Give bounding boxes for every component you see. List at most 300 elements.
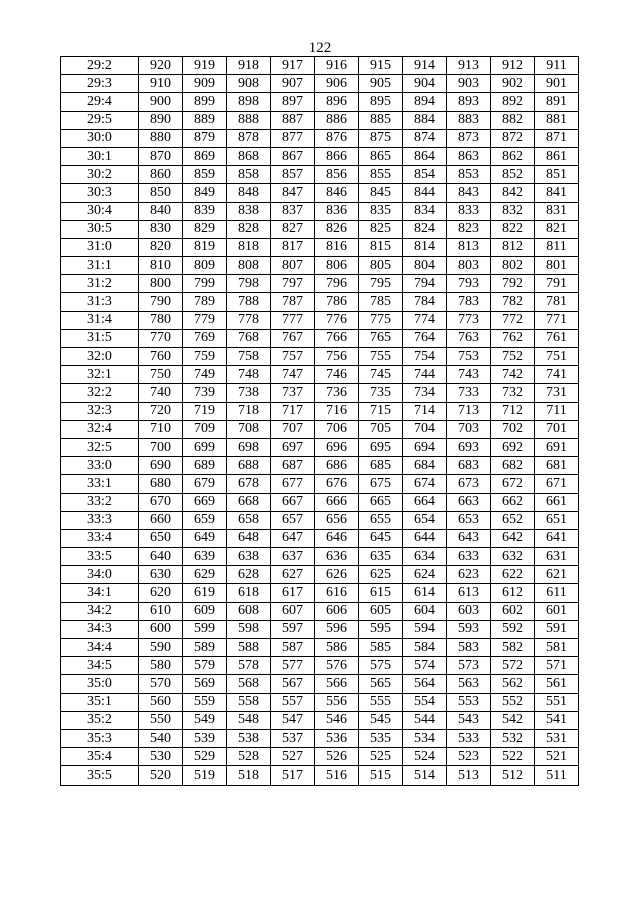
score-cell: 643	[447, 529, 491, 547]
score-cell: 641	[535, 529, 579, 547]
score-cell: 589	[183, 639, 227, 657]
score-cell: 583	[447, 639, 491, 657]
score-cell: 891	[535, 93, 579, 111]
score-cell: 903	[447, 75, 491, 93]
score-cell: 904	[403, 75, 447, 93]
time-cell: 32:4	[61, 420, 139, 438]
score-cell: 877	[271, 129, 315, 147]
score-cell: 668	[227, 493, 271, 511]
time-cell: 32:0	[61, 348, 139, 366]
score-cell: 825	[359, 220, 403, 238]
score-cell: 900	[139, 93, 183, 111]
score-cell: 559	[183, 693, 227, 711]
score-cell: 656	[315, 511, 359, 529]
score-cell: 823	[447, 220, 491, 238]
score-cell: 804	[403, 257, 447, 275]
score-cell: 631	[535, 548, 579, 566]
score-cell: 814	[403, 238, 447, 256]
time-cell: 30:1	[61, 147, 139, 165]
score-cell: 619	[183, 584, 227, 602]
score-cell: 548	[227, 711, 271, 729]
score-cell: 734	[403, 384, 447, 402]
score-cell: 665	[359, 493, 403, 511]
table-row	[61, 57, 579, 75]
table-row	[61, 75, 579, 93]
score-cell: 700	[139, 438, 183, 456]
score-cell: 608	[227, 602, 271, 620]
score-cell: 732	[491, 384, 535, 402]
score-cell: 774	[403, 311, 447, 329]
score-cell: 519	[183, 766, 227, 786]
score-cell: 584	[403, 639, 447, 657]
time-cell: 34:3	[61, 620, 139, 638]
score-cell: 868	[227, 147, 271, 165]
table-row	[61, 329, 579, 347]
score-cell: 809	[183, 257, 227, 275]
score-cell: 612	[491, 584, 535, 602]
score-cell: 629	[183, 566, 227, 584]
score-cell: 864	[403, 147, 447, 165]
score-cell: 842	[491, 184, 535, 202]
score-cell: 669	[183, 493, 227, 511]
score-cell: 812	[491, 238, 535, 256]
score-cell: 575	[359, 657, 403, 675]
score-cell: 543	[447, 711, 491, 729]
score-cell: 801	[535, 257, 579, 275]
score-cell: 537	[271, 729, 315, 747]
score-cell: 797	[271, 275, 315, 293]
score-cell: 800	[139, 275, 183, 293]
score-cell: 657	[271, 511, 315, 529]
score-cell: 675	[359, 475, 403, 493]
score-cell: 776	[315, 311, 359, 329]
score-cell: 742	[491, 366, 535, 384]
score-cell: 517	[271, 766, 315, 786]
score-cell: 623	[447, 566, 491, 584]
score-cell: 663	[447, 493, 491, 511]
score-cell: 878	[227, 129, 271, 147]
score-cell: 577	[271, 657, 315, 675]
score-cell: 616	[315, 584, 359, 602]
score-cell: 535	[359, 729, 403, 747]
score-cell: 913	[447, 57, 491, 75]
score-cell: 874	[403, 129, 447, 147]
score-cell: 783	[447, 293, 491, 311]
score-cell: 744	[403, 366, 447, 384]
score-cell: 707	[271, 420, 315, 438]
score-cell: 555	[359, 693, 403, 711]
score-cell: 835	[359, 202, 403, 220]
score-cell: 624	[403, 566, 447, 584]
score-cell: 540	[139, 729, 183, 747]
score-cell: 920	[139, 57, 183, 75]
score-cell: 563	[447, 675, 491, 693]
score-cell: 520	[139, 766, 183, 786]
score-cell: 785	[359, 293, 403, 311]
score-cell: 794	[403, 275, 447, 293]
score-cell: 817	[271, 238, 315, 256]
score-cell: 595	[359, 620, 403, 638]
score-cell: 648	[227, 529, 271, 547]
score-cell: 620	[139, 584, 183, 602]
score-cell: 573	[447, 657, 491, 675]
score-cell: 769	[183, 329, 227, 347]
score-cell: 546	[315, 711, 359, 729]
score-cell: 684	[403, 457, 447, 475]
score-cell: 625	[359, 566, 403, 584]
table-row	[61, 693, 579, 711]
score-cell: 691	[535, 438, 579, 456]
score-cell: 743	[447, 366, 491, 384]
score-cell: 528	[227, 748, 271, 766]
score-cell: 907	[271, 75, 315, 93]
score-cell: 863	[447, 147, 491, 165]
score-cell: 598	[227, 620, 271, 638]
score-cell: 757	[271, 348, 315, 366]
table-row	[61, 293, 579, 311]
score-cell: 591	[535, 620, 579, 638]
score-cell: 917	[271, 57, 315, 75]
table-row	[61, 475, 579, 493]
score-cell: 530	[139, 748, 183, 766]
score-cell: 582	[491, 639, 535, 657]
score-cell: 736	[315, 384, 359, 402]
score-cell: 539	[183, 729, 227, 747]
score-cell: 603	[447, 602, 491, 620]
score-cell: 886	[315, 111, 359, 129]
table-row	[61, 220, 579, 238]
score-cell: 628	[227, 566, 271, 584]
time-cell: 35:3	[61, 729, 139, 747]
table-row	[61, 402, 579, 420]
score-cell: 622	[491, 566, 535, 584]
score-cell: 698	[227, 438, 271, 456]
time-cell: 32:3	[61, 402, 139, 420]
score-cell: 857	[271, 166, 315, 184]
score-cell: 777	[271, 311, 315, 329]
score-cell: 872	[491, 129, 535, 147]
table-row	[61, 748, 579, 766]
score-cell: 562	[491, 675, 535, 693]
score-cell: 846	[315, 184, 359, 202]
score-cell: 667	[271, 493, 315, 511]
score-cell: 670	[139, 493, 183, 511]
score-cell: 715	[359, 402, 403, 420]
score-cell: 523	[447, 748, 491, 766]
score-cell: 526	[315, 748, 359, 766]
score-cell: 658	[227, 511, 271, 529]
time-cell: 29:3	[61, 75, 139, 93]
score-cell: 566	[315, 675, 359, 693]
score-cell: 765	[359, 329, 403, 347]
score-cell: 644	[403, 529, 447, 547]
time-cell: 29:5	[61, 111, 139, 129]
table-row	[61, 493, 579, 511]
score-cell: 772	[491, 311, 535, 329]
score-cell: 512	[491, 766, 535, 786]
score-cell: 634	[403, 548, 447, 566]
score-cell: 609	[183, 602, 227, 620]
score-cell: 792	[491, 275, 535, 293]
score-cell: 718	[227, 402, 271, 420]
score-cell: 839	[183, 202, 227, 220]
time-cell: 34:2	[61, 602, 139, 620]
score-cell: 735	[359, 384, 403, 402]
score-cell: 709	[183, 420, 227, 438]
score-cell: 692	[491, 438, 535, 456]
score-cell: 791	[535, 275, 579, 293]
score-cell: 652	[491, 511, 535, 529]
score-cell: 650	[139, 529, 183, 547]
score-cell: 550	[139, 711, 183, 729]
score-cell: 737	[271, 384, 315, 402]
score-cell: 661	[535, 493, 579, 511]
score-cell: 711	[535, 402, 579, 420]
score-cell: 645	[359, 529, 403, 547]
score-cell: 538	[227, 729, 271, 747]
score-cell: 642	[491, 529, 535, 547]
score-cell: 681	[535, 457, 579, 475]
time-cell: 35:5	[61, 766, 139, 786]
score-cell: 610	[139, 602, 183, 620]
score-cell: 553	[447, 693, 491, 711]
score-cell: 708	[227, 420, 271, 438]
table-row	[61, 529, 579, 547]
table-row	[61, 202, 579, 220]
score-cell: 831	[535, 202, 579, 220]
score-cell: 613	[447, 584, 491, 602]
score-cell: 680	[139, 475, 183, 493]
score-cell: 861	[535, 147, 579, 165]
score-cell: 895	[359, 93, 403, 111]
table-body	[61, 57, 579, 786]
score-cell: 636	[315, 548, 359, 566]
score-cell: 679	[183, 475, 227, 493]
score-cell: 683	[447, 457, 491, 475]
score-cell: 531	[535, 729, 579, 747]
score-cell: 898	[227, 93, 271, 111]
score-cell: 571	[535, 657, 579, 675]
time-cell: 33:3	[61, 511, 139, 529]
score-cell: 832	[491, 202, 535, 220]
table-row	[61, 675, 579, 693]
score-cell: 527	[271, 748, 315, 766]
score-cell: 647	[271, 529, 315, 547]
score-cell: 847	[271, 184, 315, 202]
score-cell: 888	[227, 111, 271, 129]
score-cell: 525	[359, 748, 403, 766]
score-cell: 677	[271, 475, 315, 493]
score-cell: 733	[447, 384, 491, 402]
score-cell: 549	[183, 711, 227, 729]
score-cell: 720	[139, 402, 183, 420]
score-cell: 855	[359, 166, 403, 184]
time-cell: 35:2	[61, 711, 139, 729]
score-cell: 596	[315, 620, 359, 638]
score-cell: 912	[491, 57, 535, 75]
score-cell: 536	[315, 729, 359, 747]
score-cell: 852	[491, 166, 535, 184]
score-cell: 529	[183, 748, 227, 766]
score-cell: 916	[315, 57, 359, 75]
score-cell: 580	[139, 657, 183, 675]
score-cell: 876	[315, 129, 359, 147]
score-cell: 853	[447, 166, 491, 184]
score-cell: 688	[227, 457, 271, 475]
score-cell: 756	[315, 348, 359, 366]
score-cell: 829	[183, 220, 227, 238]
score-cell: 879	[183, 129, 227, 147]
score-cell: 738	[227, 384, 271, 402]
score-cell: 651	[535, 511, 579, 529]
score-cell: 689	[183, 457, 227, 475]
score-cell: 659	[183, 511, 227, 529]
score-cell: 626	[315, 566, 359, 584]
score-cell: 883	[447, 111, 491, 129]
score-cell: 841	[535, 184, 579, 202]
table-row	[61, 111, 579, 129]
table-row	[61, 620, 579, 638]
score-cell: 753	[447, 348, 491, 366]
score-cell: 880	[139, 129, 183, 147]
score-cell: 762	[491, 329, 535, 347]
table-row	[61, 238, 579, 256]
score-cell: 760	[139, 348, 183, 366]
score-cell: 685	[359, 457, 403, 475]
score-cell: 561	[535, 675, 579, 693]
time-cell: 31:0	[61, 238, 139, 256]
score-cell: 532	[491, 729, 535, 747]
score-cell: 897	[271, 93, 315, 111]
score-cell: 865	[359, 147, 403, 165]
score-cell: 686	[315, 457, 359, 475]
score-cell: 572	[491, 657, 535, 675]
score-cell: 676	[315, 475, 359, 493]
score-cell: 671	[535, 475, 579, 493]
score-cell: 810	[139, 257, 183, 275]
score-cell: 751	[535, 348, 579, 366]
score-cell: 518	[227, 766, 271, 786]
time-cell: 31:1	[61, 257, 139, 275]
score-cell: 739	[183, 384, 227, 402]
score-cell: 611	[535, 584, 579, 602]
time-cell: 31:5	[61, 329, 139, 347]
table-row	[61, 129, 579, 147]
score-cell: 786	[315, 293, 359, 311]
table-row	[61, 584, 579, 602]
score-cell: 766	[315, 329, 359, 347]
score-cell: 693	[447, 438, 491, 456]
score-cell: 828	[227, 220, 271, 238]
score-cell: 682	[491, 457, 535, 475]
table-row	[61, 438, 579, 456]
score-cell: 649	[183, 529, 227, 547]
score-cell: 666	[315, 493, 359, 511]
table-row	[61, 366, 579, 384]
score-cell: 914	[403, 57, 447, 75]
score-cell: 911	[535, 57, 579, 75]
score-cell: 569	[183, 675, 227, 693]
score-cell: 836	[315, 202, 359, 220]
score-cell: 717	[271, 402, 315, 420]
time-cell: 32:2	[61, 384, 139, 402]
score-cell: 902	[491, 75, 535, 93]
score-cell: 919	[183, 57, 227, 75]
score-cell: 556	[315, 693, 359, 711]
time-cell: 32:5	[61, 438, 139, 456]
score-cell: 672	[491, 475, 535, 493]
table-row	[61, 348, 579, 366]
time-cell: 30:0	[61, 129, 139, 147]
score-cell: 606	[315, 602, 359, 620]
score-cell: 867	[271, 147, 315, 165]
score-cell: 513	[447, 766, 491, 786]
score-cell: 618	[227, 584, 271, 602]
score-cell: 830	[139, 220, 183, 238]
score-cell: 697	[271, 438, 315, 456]
score-cell: 552	[491, 693, 535, 711]
score-cell: 567	[271, 675, 315, 693]
score-cell: 844	[403, 184, 447, 202]
score-cell: 576	[315, 657, 359, 675]
score-cell: 840	[139, 202, 183, 220]
score-cell: 565	[359, 675, 403, 693]
score-cell: 541	[535, 711, 579, 729]
score-cell: 752	[491, 348, 535, 366]
score-cell: 858	[227, 166, 271, 184]
score-cell: 759	[183, 348, 227, 366]
table-row	[61, 166, 579, 184]
score-cell: 716	[315, 402, 359, 420]
score-cell: 617	[271, 584, 315, 602]
time-cell: 35:4	[61, 748, 139, 766]
score-cell: 887	[271, 111, 315, 129]
score-cell: 859	[183, 166, 227, 184]
score-cell: 703	[447, 420, 491, 438]
score-cell: 799	[183, 275, 227, 293]
score-cell: 773	[447, 311, 491, 329]
score-cell: 604	[403, 602, 447, 620]
score-cell: 574	[403, 657, 447, 675]
score-cell: 646	[315, 529, 359, 547]
score-cell: 568	[227, 675, 271, 693]
score-cell: 639	[183, 548, 227, 566]
score-cell: 640	[139, 548, 183, 566]
score-cell: 818	[227, 238, 271, 256]
score-cell: 779	[183, 311, 227, 329]
score-cell: 587	[271, 639, 315, 657]
time-cell: 34:5	[61, 657, 139, 675]
score-cell: 892	[491, 93, 535, 111]
table-row	[61, 602, 579, 620]
score-cell: 545	[359, 711, 403, 729]
table-row	[61, 511, 579, 529]
score-cell: 890	[139, 111, 183, 129]
score-cell: 511	[535, 766, 579, 786]
score-cell: 881	[535, 111, 579, 129]
time-cell: 34:4	[61, 639, 139, 657]
time-cell: 35:1	[61, 693, 139, 711]
score-cell: 719	[183, 402, 227, 420]
score-cell: 834	[403, 202, 447, 220]
score-cell: 860	[139, 166, 183, 184]
time-cell: 30:5	[61, 220, 139, 238]
score-cell: 601	[535, 602, 579, 620]
score-cell: 856	[315, 166, 359, 184]
score-cell: 870	[139, 147, 183, 165]
table-row	[61, 729, 579, 747]
table-row	[61, 257, 579, 275]
